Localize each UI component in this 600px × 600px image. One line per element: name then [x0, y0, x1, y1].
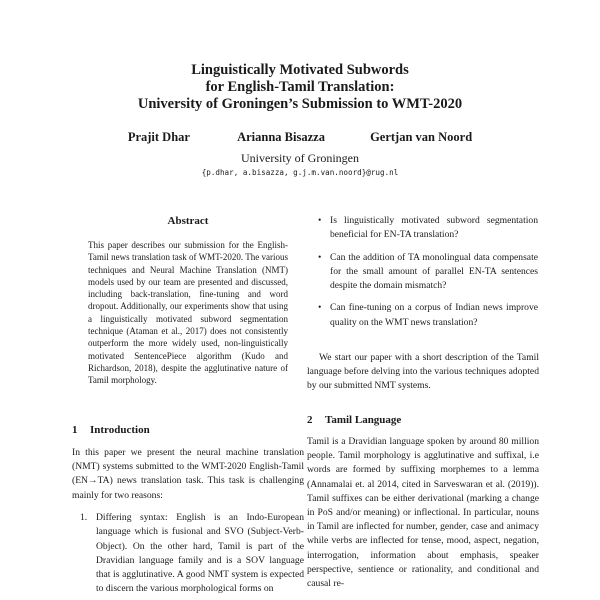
section-number: 1 — [72, 424, 78, 436]
section-heading-introduction — [72, 424, 150, 436]
section-number: 2 — [307, 414, 313, 426]
bullet-icon: • — [318, 215, 322, 226]
author-name: Prajit Dhar — [127, 130, 190, 144]
affiliation: University of Groningen — [241, 151, 359, 165]
section-title: Introduction — [90, 424, 150, 436]
author-list — [0, 130, 600, 145]
paper-title — [0, 62, 600, 113]
author-name: Gertjan van Noord — [370, 130, 473, 144]
list-item — [318, 214, 538, 243]
research-questions-list — [318, 214, 538, 338]
list-item — [318, 301, 538, 330]
outline-paragraph: We start our paper with a short description of the Tamil language before delving into the various techniques adopted by our submitted NMT systems. — [307, 352, 539, 392]
section-title: Tamil Language — [325, 414, 402, 426]
list-item — [318, 251, 538, 294]
section-heading-tamil-language — [307, 414, 401, 426]
abstract-heading: Abstract — [167, 215, 209, 227]
bullet-icon: • — [318, 251, 322, 263]
list-marker: 1. — [80, 512, 88, 523]
tamil-language-paragraph: Tamil is a Dravidian language spoken by around 80 million people. Tamil morphology is agglutinative and suffixal, i.e words are formed by suffixing morphemes to a lemma (Annamalai et. al 2014, cited in Sarveswaran et al. (2019)). Tamil suffixes can be either derivational (marking a change in PoS and/or meaning) or inflectional. In particular, nouns in Tamil are inflected for number, gender, case and animacy while verbs are inflected for tense, mood, aspect, negation, interrogation, information about emphasis, speaker perspective, sentience or rationality, and conditional and causal re- — [307, 436, 539, 590]
challenge-list-item — [80, 511, 304, 597]
bullet-icon: • — [318, 302, 322, 314]
list-item-text: Can fine-tuning on a corpus of Indian news improve quality on the WMT news translation? — [330, 302, 538, 328]
abstract-body: This paper describes our submission for the English-Tamil news translation task of WMT-2020. The various techniques and Neural Machine Translation (NMT) models used by our team are presented and discussed, including back-translation, fine-tuning and word dropout. Additionally, our experiments show that using a linguistically motivated subword segmentation technique (Ataman et al., 2017) does not consistently outperform the more widely used, non-linguistically motivated SentencePiece algorithm (Kudo and Richardson, 2018), despite the agglutinative nature of Tamil morphology. — [88, 240, 288, 386]
author-name: Arianna Bisazza — [237, 130, 325, 144]
title-line: for English-Tamil Translation: — [205, 79, 395, 95]
title-line: Linguistically Motivated Subwords — [191, 62, 409, 78]
list-item-text: Differing syntax: English is an Indo-European language which is fusional and SVO (Subject-Verb-Object). On the other hard, Tamil is part of the Dravidian language family and is a SOV language that is agglutinative. A good NMT system is expected to discern the various morphological forms on — [96, 512, 304, 595]
author-emails: {p.dhar, a.bisazza, g.j.m.van.noord}@rug.nl — [201, 168, 399, 177]
title-line: University of Groningen’s Submission to WMT-2020 — [137, 96, 463, 112]
list-item-text: Is linguistically motivated subword segmentation beneficial for EN-TA translation? — [330, 215, 538, 241]
introduction-paragraph: In this paper we present the neural machine translation (NMT) systems submitted to the WMT-2020 English-Tamil (EN→TA) news translation task. This task is challenging mainly for two reasons: — [72, 447, 304, 501]
list-item-text: Can the addition of TA monolingual data compensate for the small amount of parallel EN-TA sentences despite the domain mismatch? — [330, 251, 538, 292]
